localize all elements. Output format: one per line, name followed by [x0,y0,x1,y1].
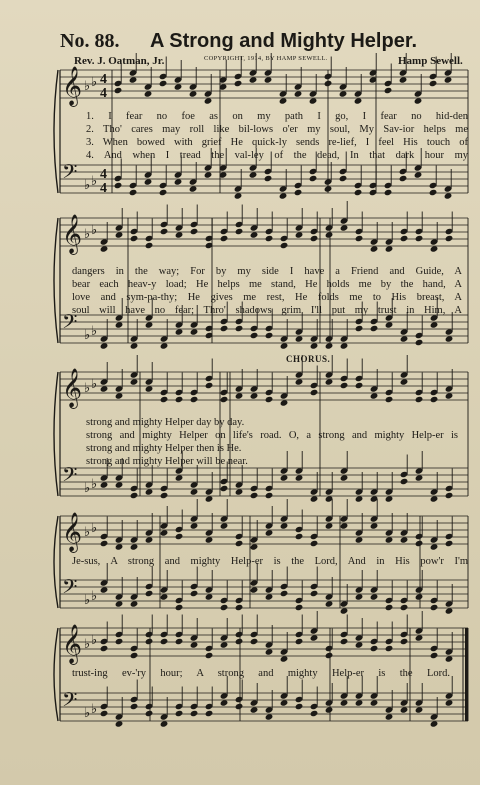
note-head [295,231,304,238]
note-head [280,699,289,706]
note-head [355,641,364,648]
note-head [294,90,303,97]
time-signature-top: 4 [100,72,107,87]
flat-sign: ♭ [91,701,98,716]
note-head [190,396,199,403]
note-head [100,342,109,349]
system-brace [54,372,58,496]
note-head [220,522,229,529]
note-head [159,80,168,87]
note-head [205,536,214,543]
note-head [130,378,139,385]
flat-sign: ♭ [91,222,98,237]
note-head [250,586,259,593]
note-head [265,396,274,403]
note-head [429,189,438,196]
lyric-line: 2. Tho' cares may roll like bil-lows o'er my soul, My Sav-ior helps me [86,124,468,135]
note-head [355,699,364,706]
note-head [415,474,424,481]
note-head [220,641,229,648]
note-head [310,342,319,349]
note-head [190,522,199,529]
time-signature-bottom: 4 [100,181,107,196]
note-head [115,600,124,607]
note-head [309,97,318,104]
note-head [400,478,409,485]
flat-sign: ♭ [84,592,91,607]
note-head [310,710,319,717]
note-head [100,385,109,392]
lyric-line: love and sym-pa-thy; He gives me rest, He folds me to His breast, A [72,292,462,303]
note-head [385,245,394,252]
lyric-line: strong and mighty Helper day by day. [86,417,245,428]
note-head [250,638,259,645]
note-head [370,325,379,332]
note-head [415,593,424,600]
note-head [100,645,109,652]
note-head [220,396,229,403]
note-head [429,80,438,87]
note-head [130,342,139,349]
note-head [445,540,454,547]
note-head [280,474,289,481]
note-head [145,710,154,717]
note-head [370,645,379,652]
note-head [400,604,409,611]
flat-sign: ♭ [91,323,98,338]
lyricist-credit: Rev. J. Oatman, Jr. [74,55,165,67]
note-head [445,392,454,399]
flat-sign: ♭ [91,632,98,647]
chorus-label: CHORUS. [286,354,331,364]
note-head [234,80,243,87]
flat-sign: ♭ [84,78,91,93]
note-head [430,396,439,403]
note-head [430,321,439,328]
note-head [325,522,334,529]
note-head [264,76,273,83]
note-head [145,488,154,495]
note-head [310,235,319,242]
note-head [174,83,183,90]
lyric-line: 4. And when I tread the val-ley of the dead, In that dark hour my [86,150,468,161]
lyric-line: Je-sus, A strong and mighty Help-er is the Lord, And in His pow'r I'm [72,556,468,567]
lyric-line: dangers in the way; For by my side I have a Friend and Guide, A [72,266,462,277]
note-head [325,706,334,713]
system-brace [54,628,58,721]
note-head [384,87,393,94]
hymn-number: No. 88. [60,30,120,52]
note-head [370,699,379,706]
note-head [445,335,454,342]
note-head [220,235,229,242]
note-head [205,710,214,717]
note-head [385,713,394,720]
system-brace [54,70,58,193]
note-head [265,529,274,536]
note-head [160,228,169,235]
note-head [114,87,123,94]
lyric-line: bear each heav-y load; He helps me stand, He holds me by the hand, A [72,279,462,290]
flat-sign: ♭ [84,177,91,192]
treble-clef: 𝄞 [62,214,83,254]
note-head [249,171,258,178]
note-head [444,192,453,199]
note-head [250,492,259,499]
system-brace [54,218,58,343]
note-head [190,328,199,335]
note-head [145,385,154,392]
treble-clef: 𝄞 [62,368,83,408]
flat-sign: ♭ [91,520,98,535]
lyric-line: strong and mighty Helper will be near. [86,456,248,467]
lyric-line: 3. When bowed with grief He quick-ly sends re-lief, I feel His touch of [86,137,468,148]
note-head [144,90,153,97]
note-head [445,655,454,662]
note-head [145,536,154,543]
note-head [370,392,379,399]
note-head [370,522,379,529]
note-head [235,325,244,332]
note-head [205,495,214,502]
note-head [384,189,393,196]
flat-sign: ♭ [91,588,98,603]
note-head [160,342,169,349]
note-head [385,536,394,543]
note-head [415,706,424,713]
note-head [445,699,454,706]
bass-clef: 𝄢 [62,575,78,603]
note-head [280,655,289,662]
note-head [190,641,199,648]
note-head [339,90,348,97]
note-head [189,90,198,97]
note-head [159,189,168,196]
treble-clef: 𝄞 [62,624,83,664]
note-head [445,235,454,242]
note-head [415,634,424,641]
note-head [354,97,363,104]
note-head [100,245,109,252]
lyric-line: trust-ing ev-'ry hour; A strong and mighty Help-er is the Lord. [72,668,450,679]
note-head [265,713,274,720]
bass-clef: 𝄢 [62,688,78,716]
note-head [130,235,139,242]
note-head [145,321,154,328]
flat-sign: ♭ [84,327,91,342]
note-head [205,652,214,659]
bass-clef: 𝄢 [62,160,78,188]
note-head [100,710,109,717]
note-head [189,185,198,192]
note-head [280,522,289,529]
note-head [265,235,274,242]
note-head [115,392,124,399]
note-head [174,178,183,185]
flat-sign: ♭ [84,480,91,495]
note-head [295,604,304,611]
note-head [235,228,244,235]
note-head [399,76,408,83]
note-head [144,178,153,185]
note-head [355,235,364,242]
note-head [340,224,349,231]
note-head [235,604,244,611]
treble-clef: 𝄞 [62,66,83,106]
note-head [325,231,334,238]
note-head [115,638,124,645]
note-head [220,325,229,332]
note-head [295,378,304,385]
note-head [235,638,244,645]
note-head [310,389,319,396]
note-head [310,590,319,597]
note-head [370,593,379,600]
treble-clef: 𝄞 [62,512,83,552]
note-head [205,382,214,389]
hymn-title: A Strong and Mighty Helper. [150,30,418,52]
note-head [279,192,288,199]
flat-sign: ♭ [84,380,91,395]
note-head [340,699,349,706]
note-head [340,522,349,529]
note-head [160,720,169,727]
note-head [250,543,259,550]
note-head [325,652,334,659]
flat-sign: ♭ [84,226,91,241]
note-head [220,699,229,706]
note-head [190,228,199,235]
note-head [160,593,169,600]
note-head [325,378,334,385]
note-head [399,175,408,182]
note-head [175,396,184,403]
note-head [355,325,364,332]
note-head [235,488,244,495]
final-bar-thick [465,628,468,721]
note-head [355,593,364,600]
note-head [355,382,364,389]
note-head [115,720,124,727]
note-head [190,590,199,597]
note-head [160,396,169,403]
note-head [430,245,439,252]
note-head [265,648,274,655]
note-head [250,706,259,713]
note-head [175,638,184,645]
note-head [115,481,124,488]
note-head [130,543,139,550]
note-head [385,645,394,652]
note-head [415,540,424,547]
note-head [340,607,349,614]
note-head [250,332,259,339]
note-head [129,76,138,83]
note-head [310,634,319,641]
note-head [265,492,274,499]
flat-sign: ♭ [91,476,98,491]
note-head [400,335,409,342]
note-head [100,586,109,593]
note-head [385,495,394,502]
note-head [114,182,123,189]
note-head [354,189,363,196]
time-signature-bottom: 4 [100,86,107,101]
note-head [280,590,289,597]
lyric-line: 1. I fear no foe as on my path I go, I fear no hid-den [86,111,468,122]
note-head [100,540,109,547]
note-head [340,638,349,645]
composer-credit: Hamp Sewell. [398,55,463,67]
note-head [325,600,334,607]
note-head [400,536,409,543]
system-brace [54,516,58,608]
note-head [430,652,439,659]
note-head [190,488,199,495]
note-head [400,706,409,713]
note-head [400,638,409,645]
note-head [325,342,334,349]
note-head [130,600,139,607]
note-head [370,245,379,252]
note-head [294,189,303,196]
note-head [130,703,139,710]
note-head [355,536,364,543]
note-head [415,339,424,346]
note-head [190,710,199,717]
flat-sign: ♭ [91,376,98,391]
note-head [175,231,184,238]
bass-clef: 𝄢 [62,310,78,338]
note-head [340,342,349,349]
note-head [235,703,244,710]
note-head [414,97,423,104]
note-head [415,396,424,403]
note-head [204,171,213,178]
note-head [280,242,289,249]
note-head [280,342,289,349]
note-head [175,533,184,540]
flat-sign: ♭ [84,524,91,539]
bass-clef: 𝄢 [62,463,78,491]
lyric-line: strong and mighty Helper on life's road. O, a strong and mighty Help-er is [86,430,458,441]
note-head [265,332,274,339]
note-head [160,638,169,645]
note-head [339,175,348,182]
note-head [220,604,229,611]
note-head [175,328,184,335]
note-head [430,543,439,550]
note-head [204,97,213,104]
note-head [100,481,109,488]
note-head [205,593,214,600]
note-head [295,335,304,342]
note-head [145,590,154,597]
note-head [129,189,138,196]
note-head [220,485,229,492]
note-head [414,171,423,178]
note-head [115,321,124,328]
note-head [295,474,304,481]
note-head [385,604,394,611]
note-head [175,604,184,611]
lyric-line: soul will have no fear; Thro' shadows grim I'll put my trust in Him, A [72,305,462,316]
note-head [445,492,454,499]
note-head [250,392,259,399]
note-head [115,543,124,550]
note-head [115,231,124,238]
note-head [235,392,244,399]
note-head [295,703,304,710]
note-head [295,638,304,645]
note-head [310,540,319,547]
note-head [430,495,439,502]
note-head [340,474,349,481]
note-head [385,321,394,328]
flat-sign: ♭ [91,173,98,188]
note-head [160,529,169,536]
note-head [430,720,439,727]
note-head [445,607,454,614]
note-head [264,175,273,182]
note-head [400,378,409,385]
note-head [250,231,259,238]
note-head [160,492,169,499]
note-head [279,97,288,104]
note-head [309,175,318,182]
note-head [415,235,424,242]
note-head [400,235,409,242]
flat-sign: ♭ [91,74,98,89]
note-head [235,540,244,547]
note-head [280,399,289,406]
note-head [130,652,139,659]
flat-sign: ♭ [84,636,91,651]
note-head [145,638,154,645]
flat-sign: ♭ [84,705,91,720]
note-head [175,710,184,717]
note-head [385,396,394,403]
note-head [175,474,184,481]
note-head [145,242,154,249]
note-head [265,593,274,600]
note-head [444,76,453,83]
note-head [295,533,304,540]
note-head [340,382,349,389]
time-signature-top: 4 [100,167,107,182]
note-head [234,192,243,199]
lyric-line: strong and mighty Helper then is He. [86,443,242,454]
note-head [355,495,364,502]
note-head [430,604,439,611]
note-head [130,492,139,499]
note-head [249,76,258,83]
copyright-notice: COPYRIGHT, 1914, BY HAMP SEWELL. [204,55,328,62]
note-head [310,495,319,502]
